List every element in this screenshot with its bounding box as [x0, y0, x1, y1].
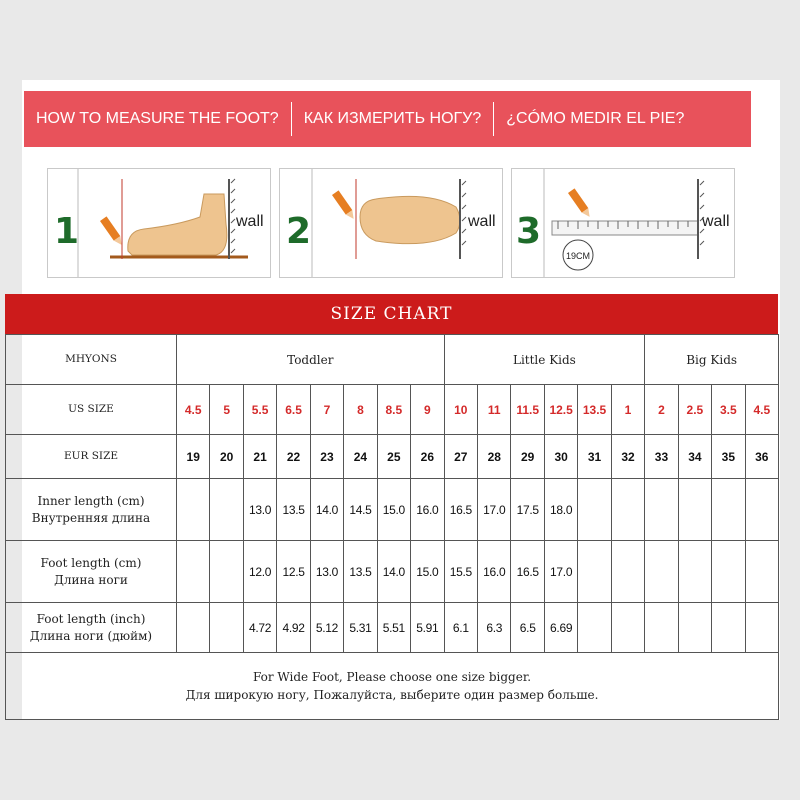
chart-title: SIZE CHART	[330, 304, 453, 324]
group-label: Toddler	[287, 352, 334, 367]
row-label-en: Foot length (cm)	[40, 555, 142, 570]
measure-label: 19CM	[566, 251, 591, 261]
us-size-cell	[377, 385, 410, 435]
eur-size-cell	[210, 435, 243, 479]
measurement-value: 5.91	[416, 620, 439, 635]
size-chart-title	[5, 294, 778, 334]
measurement-cell	[745, 479, 778, 541]
us-size-cell	[745, 385, 778, 435]
size-table	[5, 334, 779, 720]
us-size-value: 3.5	[719, 402, 737, 417]
measurement-value: 16.0	[416, 502, 439, 517]
measurement-cell	[210, 541, 243, 603]
banner-spanish: ¿CÓMO MEDIR EL PIE?	[506, 110, 685, 127]
eur-size-cell	[411, 435, 445, 479]
wall-label: wall	[702, 213, 730, 230]
measurement-cell	[578, 603, 611, 653]
measurement-cell	[611, 541, 644, 603]
measurement-cell	[177, 479, 210, 541]
measurement-cell	[444, 479, 477, 541]
measurement-cell	[578, 541, 611, 603]
wall-label: wall	[236, 213, 264, 230]
step-number-1: 1	[54, 211, 80, 252]
eur-size-value: 24	[353, 449, 368, 464]
banner-russian: КАК ИЗМЕРИТЬ НОГУ?	[303, 110, 482, 127]
us-size-cell	[645, 385, 678, 435]
us-size-cell	[277, 385, 310, 435]
eur-size-value: 22	[286, 449, 301, 464]
foot-length-cm-label-cell	[6, 541, 177, 603]
measurement-value: 4.72	[249, 620, 272, 635]
measurement-value: 14.0	[315, 502, 339, 517]
measurement-cell	[678, 603, 711, 653]
us-size-value: 10	[454, 402, 468, 417]
measurement-cell	[411, 479, 445, 541]
measurement-cell	[712, 479, 745, 541]
eur-size-cell	[243, 435, 276, 479]
us-size-cell	[444, 385, 477, 435]
eur-size-cell	[712, 435, 745, 479]
us-size-value: 6.5	[285, 402, 302, 417]
us-size-cell	[678, 385, 711, 435]
eur-size-value: 25	[387, 449, 401, 464]
measurement-value: 6.1	[452, 620, 469, 635]
measurement-cell	[243, 541, 276, 603]
measurement-value: 16.5	[449, 502, 472, 517]
us-size-row	[6, 385, 779, 435]
eur-size-cell	[645, 435, 678, 479]
measurement-cell	[611, 479, 644, 541]
measurement-value: 14.0	[382, 564, 405, 579]
measurement-value: 17.5	[516, 502, 539, 517]
measurement-cell	[444, 603, 477, 653]
us-size-label-cell	[6, 385, 177, 435]
step-3-panel	[511, 168, 735, 278]
measurement-value: 4.92	[282, 620, 305, 635]
wall-label: wall	[468, 213, 496, 230]
eur-size-value: 35	[721, 449, 735, 464]
row-label-ru: Длина ноги (дюйм)	[29, 628, 153, 643]
measurement-cell	[444, 541, 477, 603]
us-size-value: 11	[487, 402, 501, 417]
measurement-cell	[544, 541, 577, 603]
pencil-icon	[332, 190, 357, 221]
measure-banner	[24, 91, 751, 147]
brand-label: MHYONS	[65, 353, 117, 365]
measurement-value: 6.3	[486, 620, 503, 635]
step-number-2: 2	[286, 211, 312, 252]
eur-size-cell	[377, 435, 410, 479]
eur-size-value: 32	[621, 449, 635, 464]
wide-foot-note	[6, 653, 779, 720]
measurement-cell	[277, 603, 310, 653]
measurement-cell	[478, 479, 511, 541]
eur-size-cell	[478, 435, 511, 479]
us-size-cell	[310, 385, 343, 435]
eur-size-label-cell	[6, 435, 177, 479]
measurement-cell	[243, 603, 276, 653]
eur-size-cell	[177, 435, 210, 479]
inner-length-label-cell	[6, 479, 177, 541]
row-label-en: Inner length (cm)	[37, 493, 145, 508]
us-size-cell	[544, 385, 577, 435]
measurement-value: 17.0	[483, 502, 506, 517]
us-size-value: 2.5	[686, 402, 704, 417]
us-size-value: 2	[658, 402, 665, 417]
note-russian: Для широкую ногу, Пожалуйста, выберите один размер больше.	[185, 688, 599, 702]
measurement-cell	[712, 603, 745, 653]
measurement-cell	[243, 479, 276, 541]
eur-size-value: 27	[454, 449, 468, 464]
eur-size-cell	[578, 435, 611, 479]
eur-size-value: 19	[186, 449, 200, 464]
measurement-cell	[544, 479, 577, 541]
measurement-cell	[745, 603, 778, 653]
eur-size-value: 33	[654, 449, 669, 464]
measurement-value: 13.0	[249, 502, 272, 517]
measurement-value: 15.0	[382, 502, 405, 517]
pencil-icon	[568, 188, 593, 219]
ruler-icon	[512, 169, 734, 277]
group-little-kids	[444, 335, 645, 385]
us-size-cell	[210, 385, 243, 435]
eur-size-cell	[344, 435, 377, 479]
measurement-value: 5.12	[315, 620, 339, 635]
eur-size-value: 34	[688, 449, 702, 464]
eur-size-cell	[310, 435, 343, 479]
measurement-cell	[478, 541, 511, 603]
measurement-cell	[310, 603, 343, 653]
measurement-cell	[678, 541, 711, 603]
measurement-cell	[310, 541, 343, 603]
eur-size-value: 36	[755, 449, 769, 464]
eur-size-cell	[678, 435, 711, 479]
measurement-value: 13.5	[282, 502, 305, 517]
group-label: Little Kids	[512, 352, 576, 367]
measurement-cell	[611, 603, 644, 653]
measurement-value: 17.0	[550, 564, 573, 579]
us-size-value: 8.5	[385, 402, 403, 417]
step-1-panel	[47, 168, 271, 278]
measurement-cell	[645, 479, 678, 541]
us-size-value: 12.5	[549, 402, 573, 417]
measurement-cell	[377, 479, 410, 541]
measurement-cell	[277, 479, 310, 541]
us-size-value: 8	[357, 402, 364, 417]
measurement-cell	[210, 603, 243, 653]
eur-size-value: 20	[219, 449, 234, 464]
eur-size-cell	[745, 435, 778, 479]
measurement-cell	[511, 603, 544, 653]
eur-size-cell	[611, 435, 644, 479]
measurement-cell	[177, 603, 210, 653]
row-label-en: Foot length (inch)	[36, 611, 146, 626]
step-number-3: 3	[516, 211, 542, 252]
measurement-value: 14.5	[349, 502, 372, 517]
measurement-cell	[712, 541, 745, 603]
us-size-value: 5.5	[251, 402, 269, 417]
measurement-cell	[511, 479, 544, 541]
us-size-cell	[243, 385, 276, 435]
group-label: Big Kids	[686, 352, 738, 367]
measurement-cell	[177, 541, 210, 603]
measurement-cell	[478, 603, 511, 653]
measurement-value: 6.69	[550, 620, 573, 635]
us-size-cell	[611, 385, 644, 435]
measurement-cell	[377, 541, 410, 603]
wall-icon	[229, 179, 235, 259]
eur-size-value: 21	[253, 449, 267, 464]
measurement-value: 5.51	[382, 620, 405, 635]
pencil-icon	[100, 216, 125, 247]
us-size-cell	[411, 385, 445, 435]
measurement-cell	[411, 541, 445, 603]
us-size-cell	[344, 385, 377, 435]
measurement-cell	[210, 479, 243, 541]
measurement-value: 18.0	[550, 502, 573, 517]
us-size-value: 13.5	[582, 402, 607, 417]
measurement-value: 15.5	[449, 564, 472, 579]
us-size-value: 1	[624, 402, 632, 417]
row-label-ru: Длина ноги	[54, 572, 128, 587]
measurement-value: 6.5	[519, 620, 536, 635]
measurement-cell	[678, 479, 711, 541]
eur-size-cell	[444, 435, 477, 479]
us-size-value: 4.5	[753, 402, 771, 417]
measurement-cell	[645, 541, 678, 603]
us-size-value: 9	[423, 402, 431, 417]
foot-length-inch-row	[6, 603, 779, 653]
group-toddler	[177, 335, 445, 385]
banner-english: HOW TO MEASURE THE FOOT?	[36, 110, 279, 127]
us-size-cell	[511, 385, 544, 435]
measurement-cell	[544, 603, 577, 653]
note-english: For Wide Foot, Please choose one size bigger.	[252, 670, 532, 684]
us-size-cell	[712, 385, 745, 435]
group-big-kids	[645, 335, 779, 385]
measurement-cell	[377, 603, 410, 653]
measurement-value: 16.5	[516, 564, 539, 579]
us-size-label: US SIZE	[68, 403, 114, 415]
us-size-value: 7	[323, 402, 331, 417]
measurement-cell	[645, 603, 678, 653]
row-label-ru: Внутренняя длина	[31, 510, 151, 525]
measurement-value: 15.0	[416, 564, 439, 579]
eur-size-cell	[511, 435, 544, 479]
measurement-cell	[344, 479, 377, 541]
wall-icon	[460, 179, 466, 259]
measurement-cell	[310, 479, 343, 541]
measurement-cell	[578, 479, 611, 541]
eur-size-value: 29	[521, 449, 535, 464]
foot-length-inch-label-cell	[6, 603, 177, 653]
measurement-cell	[511, 541, 544, 603]
us-size-value: 4.5	[184, 402, 202, 417]
measurement-cell	[411, 603, 445, 653]
foot-length-cm-row	[6, 541, 779, 603]
us-size-cell	[578, 385, 611, 435]
measurement-value: 12.0	[249, 564, 272, 579]
us-size-cell	[478, 385, 511, 435]
us-size-cell	[177, 385, 210, 435]
measurement-value: 13.0	[315, 564, 339, 579]
us-size-value: 11.5	[516, 402, 540, 417]
eur-size-cell	[277, 435, 310, 479]
measurement-value: 5.31	[349, 620, 372, 635]
eur-size-value: 30	[554, 449, 568, 464]
measurement-cell	[344, 541, 377, 603]
measurement-value: 13.5	[349, 564, 372, 579]
eur-size-row	[6, 435, 779, 479]
measurement-cell	[745, 541, 778, 603]
measurement-value: 16.0	[483, 564, 506, 579]
measurement-cell	[277, 541, 310, 603]
step-2-panel	[279, 168, 503, 278]
eur-size-cell	[544, 435, 577, 479]
note-row	[6, 653, 779, 720]
brand-cell	[6, 335, 177, 385]
eur-size-value: 26	[420, 449, 434, 464]
us-size-value: 5	[223, 402, 230, 417]
eur-size-label: EUR SIZE	[63, 450, 119, 462]
measurement-cell	[344, 603, 377, 653]
eur-size-value: 31	[587, 449, 602, 464]
measurement-value: 12.5	[282, 564, 305, 579]
eur-size-value: 28	[487, 449, 501, 464]
inner-length-row	[6, 479, 779, 541]
eur-size-value: 23	[320, 449, 334, 464]
group-row	[6, 335, 779, 385]
